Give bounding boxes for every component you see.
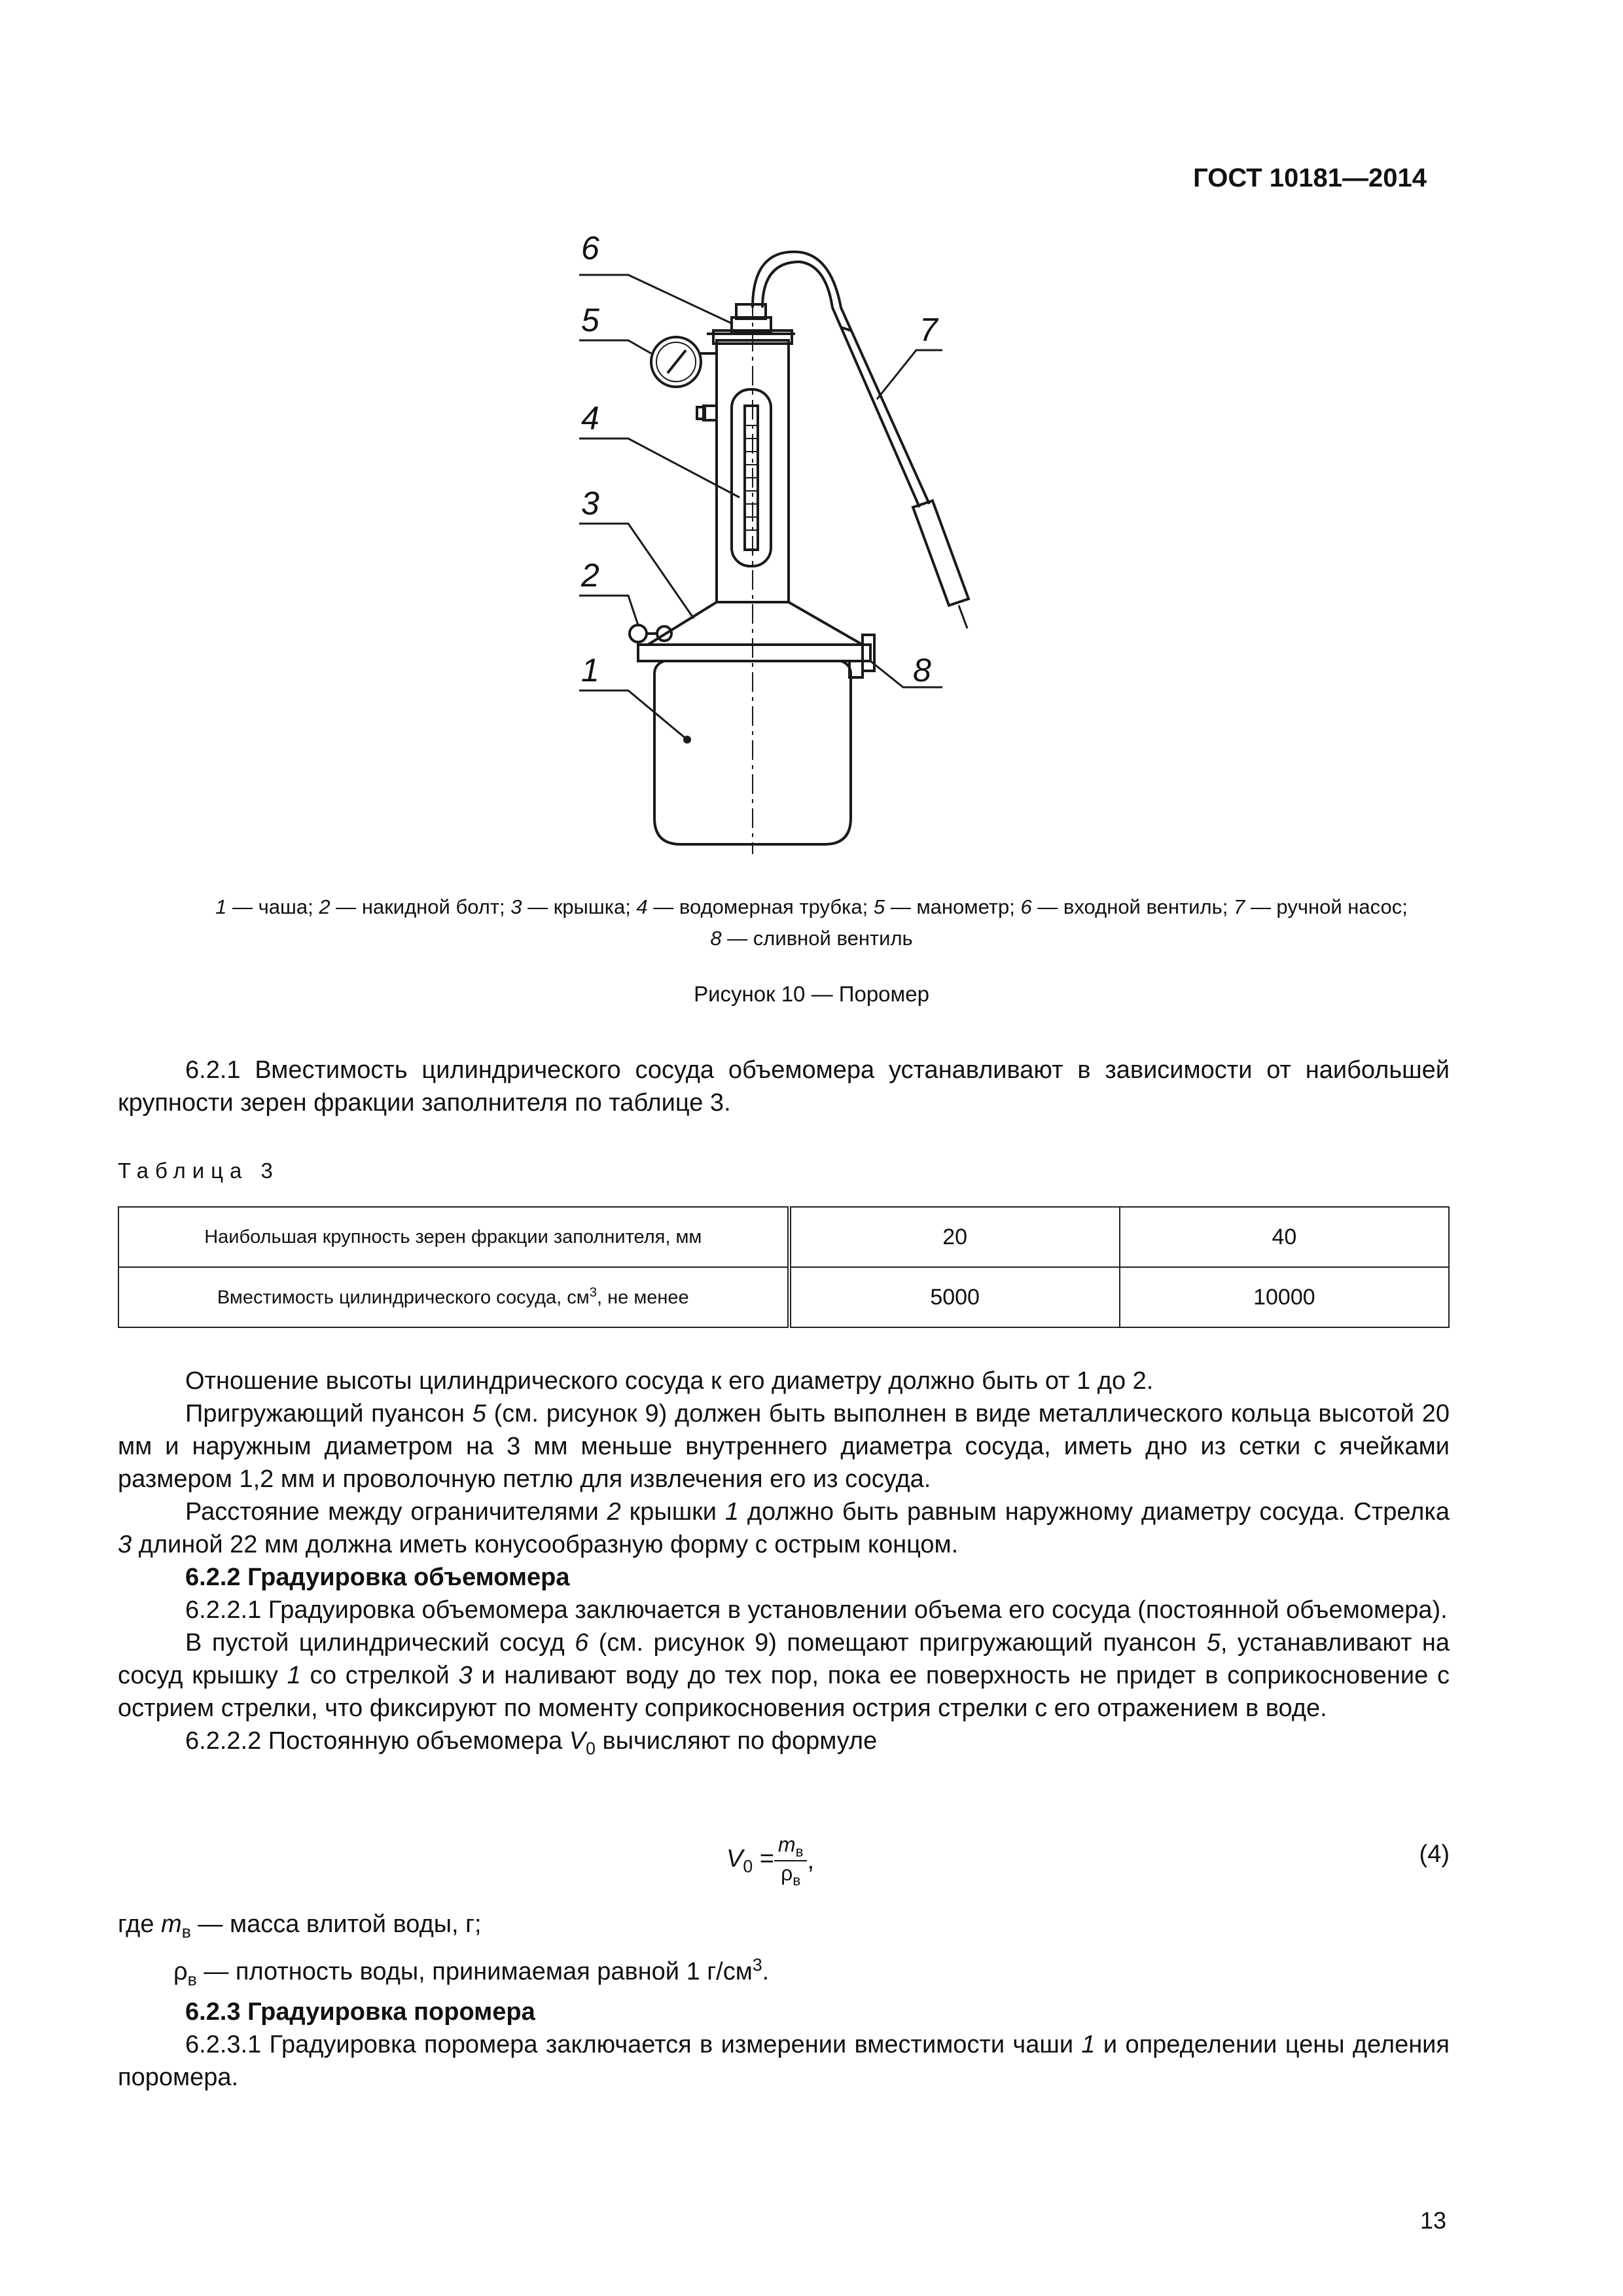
table-row bbox=[118, 1267, 1449, 1327]
paragraph-6-2-1: 6.2.1 Вместимость цилиндрического сосуда объемомера устанавливают в зависимости от наибольшей крупности зерен фракции заполнителя по таблице 3. bbox=[118, 1056, 1450, 1117]
callout-3: 3 bbox=[581, 485, 599, 522]
body-text-tail bbox=[118, 1908, 1450, 2094]
callout-6: 6 bbox=[581, 230, 599, 266]
callout-1: 1 bbox=[581, 652, 599, 689]
callout-5: 5 bbox=[581, 302, 599, 338]
section-heading-6-2-2: 6.2.2 Градуировка объемомера bbox=[185, 1564, 570, 1591]
body-text-main bbox=[118, 1365, 1450, 1765]
table-cell: 10000 bbox=[1120, 1267, 1449, 1327]
figure-porometer bbox=[0, 0, 1623, 903]
section-heading-6-2-3: 6.2.3 Градуировка поромера bbox=[185, 1998, 535, 2026]
callout-4: 4 bbox=[581, 400, 599, 437]
paragraph: Расстояние между ограничителями 2 крышки 1 должно быть равным наружному диаметру сосуда. Стрелка 3 длиной 22 мм должна иметь конусообразную форму с острым концом. bbox=[118, 1498, 1450, 1558]
table-cell: Наибольшая крупность зерен фракции заполнителя, мм bbox=[118, 1207, 789, 1267]
paragraph: 6.2.2.1 Градуировка объемомера заключается в установлении объема его сосуда (постоянной объемомера). bbox=[185, 1596, 1448, 1624]
table-cell: Вместимость цилиндрического сосуда, $см^3$, не менее bbox=[118, 1267, 789, 1327]
formula-where-1: где $m_в$ — масса влитой воды, г; bbox=[118, 1910, 482, 1942]
callout-7: 7 bbox=[919, 312, 938, 348]
hand-pump bbox=[913, 501, 969, 605]
porometer-drawing bbox=[0, 0, 1623, 903]
formula-4: $V_0$ = $m_в$ $\rho_в$ , bbox=[726, 1833, 815, 1889]
formula-number: (4) bbox=[1419, 1840, 1450, 1868]
paragraph: 6.2.3.1 Градуировка поромера заключается в измерении вместимости чаши 1 и определении цены деления поромера. bbox=[118, 2030, 1450, 2091]
figure-legend: 1 — чаша; 2 — накидной болт; 3 — крышка; 4 — водомерная трубка; 5 — манометр; 6 — входной вентиль; 7 — ручной насос; 8 — сливной вентиль bbox=[215, 895, 1408, 950]
paragraph: Отношение высоты цилиндрического сосуда к его диаметру должно быть от 1 до 2. bbox=[185, 1367, 1154, 1395]
table-caption: Таблица 3 bbox=[118, 1158, 279, 1183]
table-3 bbox=[118, 1206, 1450, 1328]
page-number: 13 bbox=[1419, 2207, 1446, 2234]
table-cell: 20 bbox=[789, 1207, 1120, 1267]
table-row bbox=[118, 1207, 1449, 1267]
flange bbox=[638, 645, 870, 661]
callout-2: 2 bbox=[581, 557, 599, 594]
callout-8: 8 bbox=[913, 652, 931, 689]
table-cell: 5000 bbox=[789, 1267, 1120, 1327]
formula-where-2: $\rho_в$ — плотность воды, принимаемая равной 1 $г/см^3$. bbox=[173, 1954, 770, 1989]
paragraph: Пригружающий пуансон 5 (см. рисунок 9) должен быть выполнен в виде металлического кольца высотой 20 мм и наружным диаметром на 3 мм меньше внутреннего диаметра сосуда, иметь дно из сетки с ячейками размером 1,2 мм и проволочную петлю для извлечения его из сосуда. bbox=[118, 1400, 1450, 1493]
paragraph: В пустой цилиндрический сосуд 6 (см. рисунок 9) помещают пригружающий пуансон 5, устанавливают на сосуд крышку 1 со стрелкой 3 и наливают воду до тех пор, пока ее поверхность не придет в соприкосновение с острием стрелки, что фиксируют по моменту соприкосновения острия стрелки с его отражением в воде. bbox=[118, 1629, 1450, 1722]
lid-cone bbox=[648, 602, 863, 645]
clamp-bolt bbox=[630, 625, 647, 642]
figure-title: Рисунок 10 — Поромер bbox=[694, 982, 929, 1006]
table-cell: 40 bbox=[1120, 1207, 1449, 1267]
paragraph: 6.2.2.2 Постоянную объемомера $V_0$ вычисляют по формуле bbox=[185, 1727, 878, 1759]
document-code: ГОСТ 10181—2014 bbox=[1193, 164, 1427, 192]
